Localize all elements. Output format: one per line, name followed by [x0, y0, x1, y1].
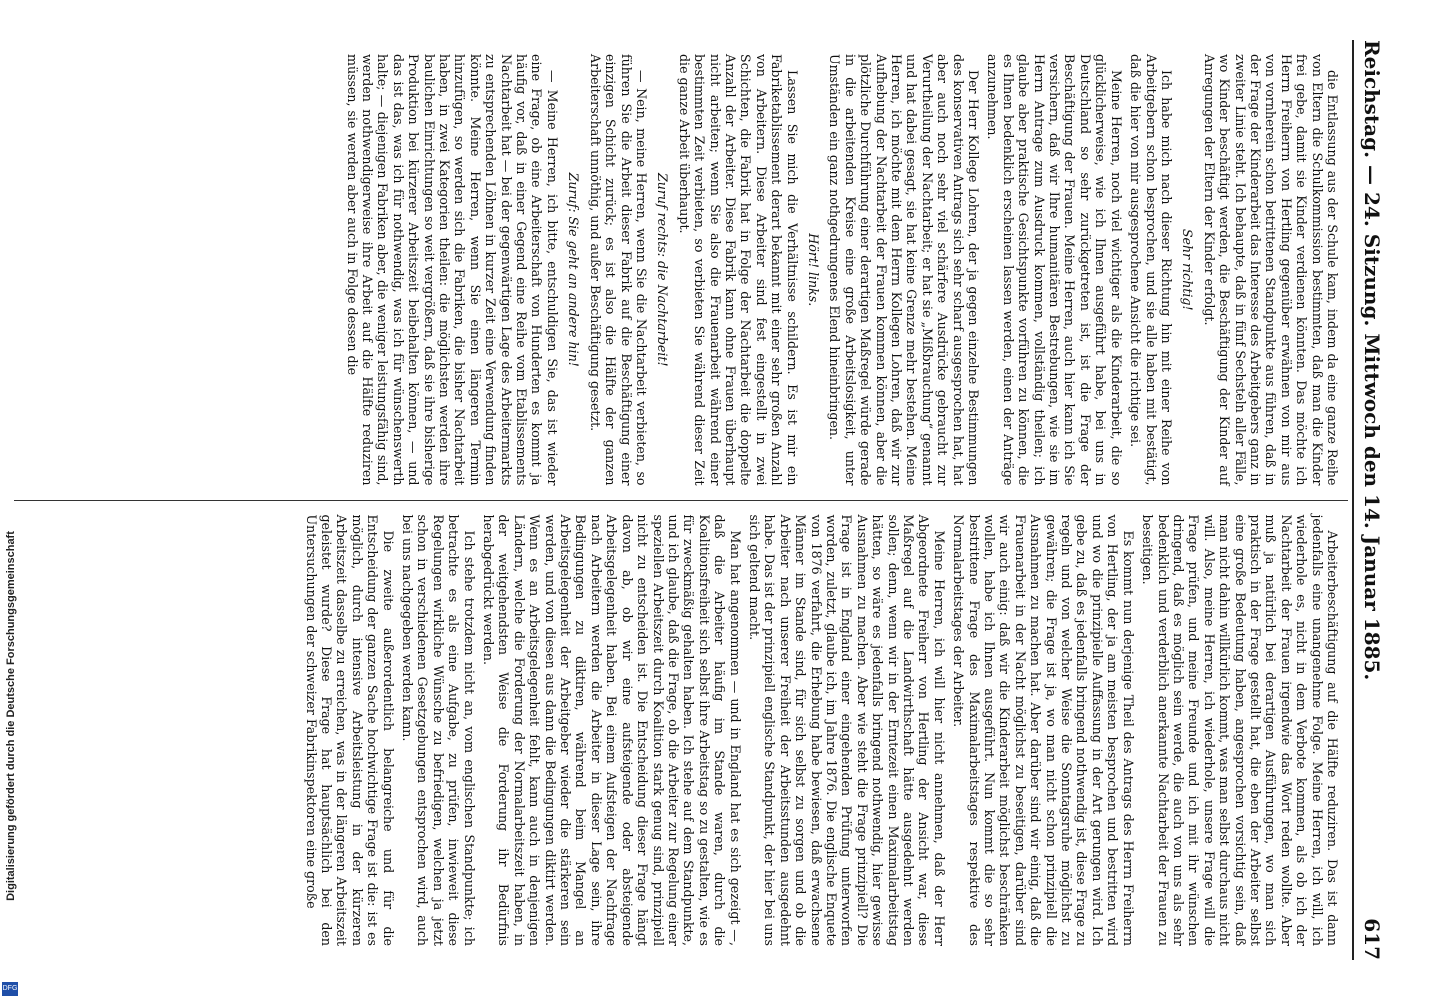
paragraph: — Meine Herren, ich bitte, entschuldigen Sie, das ist wieder eine Frage, ob eine Arbeiterschaft von Hunderten es kommt ja häufig vor, daß in einer Gegend eine Reihe vom Etablissements Nachtarbeit hat — bei der gegenwärtigen Lage des Arbeitermarkts zu entsprechenden Löhnen in kurzer Zeit eine Verwendung finden könnte. Meine Herren, wenn Sie einen längeren Termin hinzufügen, so werden sich die Fabriken, die bisher Nachtarbeit haben, in zwei Kategorien theilen: die möglichsten werden ihre baulichen Einrichtungen so weit vergrößern, daß sie ihre bisherige Produktion bei kürzerer Arbeitszeit beibehalten können, — und das ist das, was ich für nothwendig, was ich für wünschenswerth halte; — diejenigen Fabriken aber, die weniger leistungsfähig sind, werden nothwendigerweise ihre Arbeit auf die Hälfte reduziren müssen, sie werden aber auch in Folge dessen die	[344, 54, 560, 486]
paragraph: — Nein, meine Herren, wenn Sie die Nachtarbeit verbieten, so führen Sie die Arbeit dieser Fabrik auf die Beschäftigung einer einzigen Schicht zurück; es ist also die Hälfte der ganzen Arbeiterschaft unnöthig, und außer Beschäftigung gesetzt.	[587, 54, 649, 486]
digitization-credit-text: Digitalisierung gefördert durch die Deutsche Forschungsgemeinschaft	[5, 531, 18, 901]
interjection: Zuruf rechts: die Nachtarbeit!	[655, 172, 671, 367]
column-left	[14, 40, 1348, 500]
digitization-credit	[2, 22, 20, 982]
dfg-logo-icon: DFG	[2, 982, 18, 996]
page-number: 617	[1360, 918, 1384, 960]
paragraph: Meine Herren, noch viel wichtiger als die Kinderarbeit, die so glücklicherweise, wie ich Ihnen ausgeführt habe, bei uns in Deutschland so sehr zurückgetreten ist, ist die Frage der Beschäftigung der Frauen. Meine Herren, auch hier kann ich Sie versichern, daß wir Ihre humanitären Bestrebungen, wie sie im Herrn Antrage zum Ausdruck kommen, vollständig theilen; ich glaube aber praktische Gesichtspunkte vorführen zu können, die es Ihnen bedenklich erscheinen lassen werden, einen der Anträge anzunehmen.	[985, 54, 1124, 486]
paragraph: Lassen Sie mich die Verhältnisse schildern. Es ist mir ein Fabriketablissement derart bekannt mit einer sehr großen Anzahl von Arbeitern. Diese Arbeiter sind fest eingestellt in zwei Schichten, die Fabrik hat in Folge der Nachtarbeit die doppelte Anzahl der Arbeiter. Diese Fabrik kann ohne Frauen überhaupt nicht arbeiten; wenn Sie also die Frauenarbeit während einer bestimmten Zeit verbieten, so verbieten Sie während dieser Zeit die ganze Arbeit überhaupt.	[676, 54, 800, 486]
paragraph: Meine Herren, ich will hier nicht annehmen, daß der Herr Abgeordnete Freiherr von Hertling der Ansicht war, diese Maßregel auf die Landwirthschaft hätte ausgedehnt werden sollen; denn, wenn wir in der Erntezeit einen Maximalarbeitstag hätten, so wäre es jedenfalls bringend nothwendig, hier gewisse Ausnahmen zu machen. Aber wie steht die Frage prinzipiell? Die Frage ist in England einer eingehenden Prüfung unterworfen worden, zuletzt, glaube ich, im Jahre 1876. Die englische Enquete von 1876 verfahrt, die Erhebung habe bewiesen, daß erwachsene Männer im Stande sind, für sich selbst zu sorgen und ob die Arbeiter nach unserer Freiheit der Arbeitsstunden ausgedehnt habe. Das ist der prinzipiell englische Standpunkt, der hier bei uns sich geltend macht.	[746, 514, 947, 946]
text-columns	[14, 40, 1348, 960]
paragraph: Man hat angenommen — und in England hat es sich gezeigt —, daß die Arbeiter häufig im Stande waren, durch die Koalitionsfreiheit sich selbst ihre Arbeitstag so zu gestalten, wie es für zweckmäßig gehalten haben. Ich stehe auf dem Standpunkte, und ich glaube, daß die Frage, ob die Arbeiter zur Regelung einer speziellen Arbeitszeit durch Koalition stark genug sind, prinzipiell nicht zu entscheiden ist. Die Entscheidung dieser Frage hängt davon ab, ob wir eine aufsteigende oder absteigende Arbeitsgelegenheit haben. Bei einem Aufsteigen der Nachfrage nach Arbeitern werden die Arbeiter in dieser Lage sein, ihre Bedingungen zu diktiren, während beim Mangel an Arbeitsgelegenheit der Arbeitgeber wieder die stärkeren sein werden, und von diesen aus dann die Bedingungen diktirt werden. Wenn es an Arbeitsgelegenheit fehlt, kann auch in denjenigen Ländern, welche die Forderung der Normalarbeitszeit haben, in der weitgehendsten Weise die Forderung ihr Bedürfnis herabgedrückt werden.	[481, 514, 743, 946]
interjection: Zuruf: Sie geht an andere hin!	[566, 172, 582, 367]
interjection: Sehr richtig!	[1180, 228, 1196, 311]
paragraph: Die zweite außerordentlich belangreiche und für die Entscheidung der ganzen Sache hochwichtige Frage ist die: ist es möglich, durch intensive Arbeitsleistung in der kürzeren Arbeitszeit dasselbe zu erreichen, was in der längeren Arbeitszeit geleistet wurde? Diese Frage hat hauptsächlich bei den Untersuchungen der schweizer Fabrikinspektoren eine große	[303, 514, 396, 946]
paragraph: die Entlassung aus der Schule kam, indem da eine ganze Reihe von Eltern die Schulkommission bestimmten, daß man die Kinder frei gebe, damit sie Kinder verdienen könnten. Das möchte ich Herrn Freiherrn von Hertling gegenüber erwähnen von mir aus von vornherein schon betrittenen Standpunkte aus führen, daß in der Frage der Kinderarbeit das Interesse des Arbeitgebers ganz in zweiter Linie steht. Ich behaupte, daß in fünf Sechsteln aller Fälle, wo Kinder beschäftigt werden, die Beschäftigung der Kinder auf Anregungen der Eltern der Kinder erfolgt.	[1201, 54, 1340, 486]
paragraph: Arbeiterbeschäftigung auf die Hälfte reduziren. Das ist dann jedenfalls eine unangenehme Folge. Meine Herren, ich will, ich wiederhole es, nicht in dem Verbote kommen, als ob ich der Nachtarbeit der Frauen irgendwie das Wort reden wollte. Aber muß ja natürlich bei derartigen Ausführungen, wo man sich praktisch in der Frage gestellt hat, die eben der Arbeiter selbst eine große Bedeutung haben, angesprochen vorsichtig sein, daß man nicht dahin willkürlich kommt, was man selbst durchaus nicht will. Also, meine Herren, ich wiederhole, unsere Frage will die Frage prüfen, und meine Freunde und ich mit ihr wünschen dringend, daß es möglich sein werde, die auch von uns als sehr bedenklich und verderblich anerkannte Nachtarbeit der Frauen zu beseitigen.	[1140, 514, 1340, 946]
interjection: Hört! links.	[806, 233, 821, 307]
page-header	[1352, 40, 1390, 960]
page-header-title: Reichstag. — 24. Sitzung. Mittwoch den 14. Januar 1885.	[1360, 40, 1384, 681]
paragraph: Ich habe mich nach dieser Richtung hin mit einer Reihe von Arbeitgebern schon besprochen, und sie alle haben mit bestätigt, daß die hier von mir ausgesprochene Ansicht die richtige sei.	[1128, 54, 1174, 486]
column-right	[14, 500, 1348, 961]
paragraph: Es kommt nun derjenige Theil des Antrags des Herrn Freiherrn von Hertling, der ja am meisten besprochen und bestritten wird und wo die prinzipielle Auffassung in der Art gerungen wird. Ich gebe zu, daß es jedenfalls bringend nothwendig ist, diese Frage zu regeln und von welcher Weise die Sonntagsruhe möglichst zu gewähren; die Frage ist ja, wo man nicht schon prinzipiell die Ausnahmen zu machen hat. Aber darüber sind wir einig, daß die Frauenarbeit in der Nacht möglichst zu beseitigen, darüber sind wir auch einig: daß wir die Kinderarbeit möglichst beschränken wollen, habe ich Ihnen ausgeführt. Nun kommt die so sehr bestrittene Frage des Maximalarbeitstages respektive des Normalarbeitstages der Arbeiter.	[951, 514, 1136, 946]
paragraph: Ich stehe trotzdem nicht an, vom englischen Standpunkte; ich betrachte es als eine Aufgabe, zu prüfen, inwieweit diese Regelungen wirkliche Wünsche zu befriedigen, welchen ja jetzt schon in verschiedenen Gesetzgebungen entsprochen wird, auch bei uns nachgegeben werden kann.	[400, 514, 477, 946]
paragraph: Der Herr Kollege Lohren, der ja gegen einzelne Bestimmungen des konservativen Antrags sich sehr scharf ausgesprochen hat, hat aber auch noch sehr viel schärfere Ausdrücke gebraucht zur Verurtheilung der Nachtarbeit; er hat sie „Mißbrauchung“ genannt und hat dabei gesagt, sie hat keine Grenze mehr bestehen. Meine Herren, ich möchte mit dem Herrn Kollegen Lohren, daß wir zur Aufhebung der Nachtarbeit der Frauen kommen können, aber die plötzliche Durchführung einer derartigen Maßregel würde gerade in die arbeitenden Kreise eine große Arbeitslosigkeit, unter Umständen ein ganz nothgedrungenes Elend hineinbringen.	[827, 54, 982, 486]
